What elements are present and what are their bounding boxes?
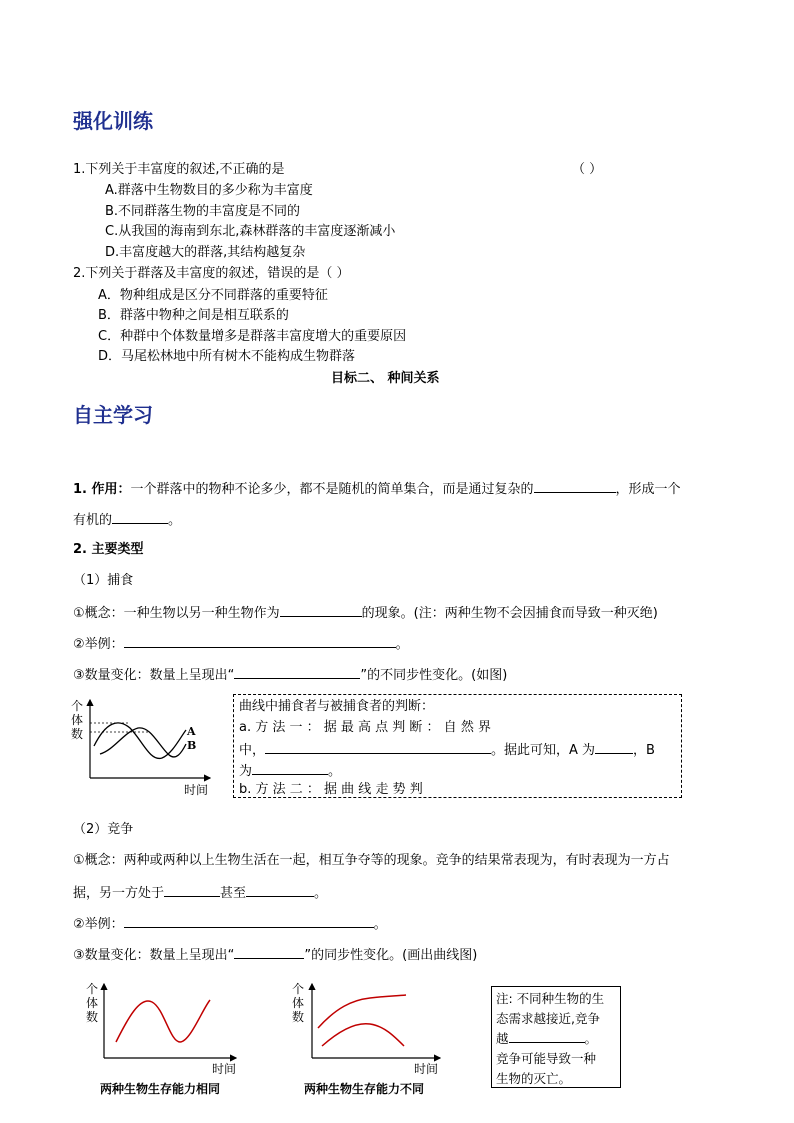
question-2-option-a: A．物种组成是区分不同群落的重要特征 [98, 288, 328, 303]
competition-example: ②举例： 。 [73, 914, 387, 933]
blank-box-nature[interactable] [265, 740, 491, 754]
goal-2-title: 目标二、 种间关系 [331, 371, 440, 386]
blank-organic[interactable] [112, 510, 168, 524]
chart-diff-curve-upper [318, 995, 406, 1028]
box-line-2: a. 方 法 一 ： 据 最 高 点 判 断 ： 自 然 界 [239, 720, 491, 735]
note-line-1: 注: 不同种生物的生 [496, 991, 605, 1006]
section-title-self-study: 自主学习 [73, 403, 153, 427]
note-line-5: 生物的灭亡。 [496, 1071, 572, 1086]
predation-concept: ①概念：一种生物以另一种生物作为 的现象。(注：两种生物不会因捕食而导致一种灭绝) [73, 603, 658, 622]
predation-ylabel-3: 数 [71, 727, 84, 741]
blank-predation-example[interactable] [124, 634, 396, 648]
predation-example: ②举例： 。 [73, 634, 409, 653]
chart-diff-ylabel-1: 个 [292, 982, 305, 996]
competition-concept-line-2: 据，另一方处于 甚至 。 [73, 883, 327, 902]
box-line-1: 曲线中捕食者与被捕食者的判断： [239, 699, 435, 714]
blank-predation-food[interactable] [280, 603, 362, 617]
question-1-option-b: B.不同群落生物的丰富度是不同的 [105, 204, 301, 219]
note-line-2: 态需求越接近,竞争 [496, 1011, 600, 1026]
blank-complex[interactable] [534, 479, 616, 493]
question-2-option-b: B．群落中物种之间是相互联系的 [98, 308, 289, 323]
box-line-3: 中， 。据此可知，A 为 ，B [239, 740, 655, 759]
predation-chart [70, 696, 220, 800]
blank-competition-disadvantage[interactable] [164, 883, 220, 897]
question-1-stem: 1.下列关于丰富度的叙述,不正确的是 [73, 162, 285, 177]
blank-competition-extinct[interactable] [246, 883, 314, 897]
predation-legend-a: A [187, 725, 196, 738]
predation-change: ③数量变化：数量上呈现出“ ”的不同步性变化。(如图) [73, 665, 507, 684]
note-line-4: 竞争可能导致一种 [496, 1051, 597, 1066]
question-1-option-c: C.从我国的海南到东北,森林群落的丰富度逐渐减小 [105, 224, 396, 239]
chart-diff-ylabel-2: 体 [292, 996, 305, 1010]
question-2-option-c: C．种群中个体数量增多是群落丰富度增大的重要原因 [98, 329, 407, 344]
chart-same-caption: 两种生物生存能力相同 [100, 1082, 221, 1096]
item-1-line-1: 1. 作用：一个群落中的物种不论多少，都不是随机的简单集合，而是通过复杂的 ，形成一个 [73, 479, 681, 498]
competition-chart-same [86, 980, 246, 1100]
competition-chart-different [290, 980, 450, 1100]
chart-diff-ylabel-3: 数 [292, 1010, 305, 1024]
chart-diff-curve-lower [322, 1024, 404, 1046]
blank-competition-pattern[interactable] [234, 945, 304, 959]
question-1-option-a: A.群落中生物数目的多少称为丰富度 [105, 183, 313, 198]
blank-box-a[interactable] [595, 740, 633, 754]
item-2-label: 2. 主要类型 [73, 542, 144, 557]
chart-same-ylabel-3: 数 [86, 1010, 99, 1024]
predation-judgement-box [233, 694, 682, 798]
chart-diff-caption: 两种生物生存能力不同 [304, 1082, 425, 1096]
blank-predation-pattern[interactable] [234, 665, 360, 679]
question-1-option-d: D.丰富度越大的群落,其结构越复杂 [105, 245, 306, 260]
chart-same-ylabel-2: 体 [86, 996, 99, 1010]
item-1-line-2: 有机的 。 [73, 510, 181, 529]
note-line-3: 越 。 [496, 1031, 598, 1046]
item-1-label: 1. 作用： [73, 482, 131, 497]
box-line-5: b. 方 法 二 ： 据 曲 线 走 势 判 [239, 782, 423, 797]
chart-same-ylabel-1: 个 [86, 982, 99, 996]
competition-concept-line-1: ①概念：两种或两种以上生物生活在一起，相互争夺等的现象。竞争的结果常表现为，有时表现为一方占 [73, 853, 670, 868]
blank-box-b[interactable] [252, 761, 328, 775]
predation-title: （1）捕食 [73, 573, 134, 588]
predation-xlabel: 时间 [184, 783, 209, 797]
competition-note-box [491, 986, 621, 1088]
chart-same-xlabel: 时间 [212, 1062, 237, 1076]
chart-same-curve [116, 1000, 210, 1042]
box-line-4: 为 。 [239, 761, 341, 780]
question-1-answer-paren: （ ） [572, 162, 603, 177]
predation-legend-b: B [187, 739, 197, 752]
section-title-training: 强化训练 [73, 109, 153, 133]
blank-note-intense[interactable] [509, 1029, 585, 1043]
chart-diff-xlabel: 时间 [414, 1062, 439, 1076]
competition-change: ③数量变化：数量上呈现出“ ”的同步性变化。(画出曲线图) [73, 945, 477, 964]
blank-competition-example[interactable] [124, 914, 374, 928]
question-2-stem: 2.下列关于群落及丰富度的叙述，错误的是（ ） [73, 266, 350, 281]
predation-ylabel-2: 体 [71, 713, 84, 727]
predation-ylabel-1: 个 [71, 699, 84, 713]
question-2-option-d: D．马尾松林地中所有树木不能构成生物群落 [98, 349, 356, 364]
competition-title: （2）竞争 [73, 822, 134, 837]
